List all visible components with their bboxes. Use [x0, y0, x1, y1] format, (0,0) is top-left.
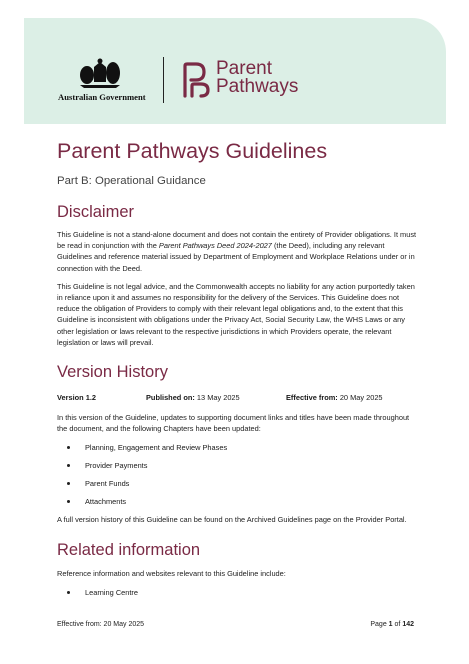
- disclaimer-paragraph-1: [57, 229, 417, 274]
- logo-divider: [163, 57, 164, 103]
- parent-pathways-mark-icon: [182, 62, 210, 98]
- gov-name: Australian Government: [58, 92, 146, 102]
- disclaimer-p1-part-b: (the Deed), including any relevant Guidelines and reference material issued by Department of Employment and Workplace Relations under or in connection with the Deed.: [57, 241, 415, 273]
- list-item: [57, 496, 417, 507]
- page-prefix: Page: [370, 621, 389, 628]
- effective-label: Effective from:: [286, 393, 338, 403]
- published-label: Published on:: [146, 393, 195, 403]
- document-body: [57, 138, 417, 605]
- australian-government-logo: [58, 58, 148, 104]
- list-item: [57, 478, 417, 489]
- coat-of-arms-icon: [78, 58, 122, 88]
- bullet-icon: [67, 591, 70, 594]
- disclaimer-p1-part-a: This Guideline is not a stand-alone document and does not contain the entirety of Provider obligations. It must be read in conjunction with the: [57, 230, 417, 251]
- related-link-learning-centre[interactable]: Learning Centre: [85, 587, 139, 597]
- bullet-icon: [67, 464, 70, 467]
- related-information-heading: Related information: [57, 540, 201, 559]
- wordmark-line2: Pathways: [216, 76, 299, 97]
- list-item: [57, 442, 417, 453]
- chapter-label: Provider Payments: [85, 461, 148, 471]
- version-history-heading: Version History: [57, 363, 168, 382]
- chapter-label: Planning, Engagement and Review Phases: [85, 443, 228, 453]
- footer-effective-date: Effective from: 20 May 2025: [57, 621, 145, 628]
- page-footer: [57, 621, 414, 631]
- page-number: [370, 621, 414, 628]
- parent-pathways-logo: [182, 60, 322, 100]
- version-row: [57, 392, 417, 403]
- version-number: Version 1.2: [57, 393, 97, 403]
- effective-date: 20 May 2025: [339, 393, 383, 403]
- list-item[interactable]: [57, 587, 417, 598]
- related-intro: Reference information and websites relevant to this Guideline include:: [57, 568, 286, 578]
- disclaimer-heading: Disclaimer: [57, 203, 135, 221]
- published-date: 13 May 2025: [196, 393, 240, 403]
- bullet-icon: [67, 482, 70, 485]
- list-item: [57, 460, 417, 471]
- version-intro: In this version of the Guideline, updates to supporting document links and titles have been made throughout the document, and the following Chapters have been updated:: [57, 413, 410, 434]
- related-list: [57, 587, 417, 598]
- wordmark-line1: Parent: [216, 58, 272, 79]
- chapter-label: Parent Funds: [85, 479, 130, 489]
- version-outro: A full version history of this Guideline can be found on the Archived Guidelines page on the Provider Portal.: [57, 515, 407, 525]
- bullet-icon: [67, 446, 70, 449]
- page-title: Parent Pathways Guidelines: [57, 139, 328, 163]
- chapter-list: [57, 442, 417, 507]
- parent-pathways-wordmark: [216, 60, 298, 96]
- page-total: 142: [402, 621, 414, 628]
- disclaimer-paragraph-2: This Guideline is not legal advice, and the Commonwealth accepts no liability for any action purportedly taken in reliance upon it and assumes no responsibility for the delivery of the Services. This Guideline does not reduce the obligation of Providers to comply with their relevant legal obligations and, to the extent that this Guideline is inconsistent with obligations under the Privacy Act, Social Security Law, the WHS Laws or any other legislation or laws relevant to the respective jurisdictions in which Providers operate, the relevant legislation or laws will prevail.: [57, 281, 415, 347]
- deed-title: Parent Pathways Deed 2024-2027: [158, 241, 272, 251]
- bullet-icon: [67, 500, 70, 503]
- page-subtitle: Part B: Operational Guidance: [57, 175, 206, 187]
- page-current: 1: [388, 621, 393, 628]
- page-separator: of: [392, 621, 403, 628]
- chapter-label: Attachments: [85, 497, 127, 507]
